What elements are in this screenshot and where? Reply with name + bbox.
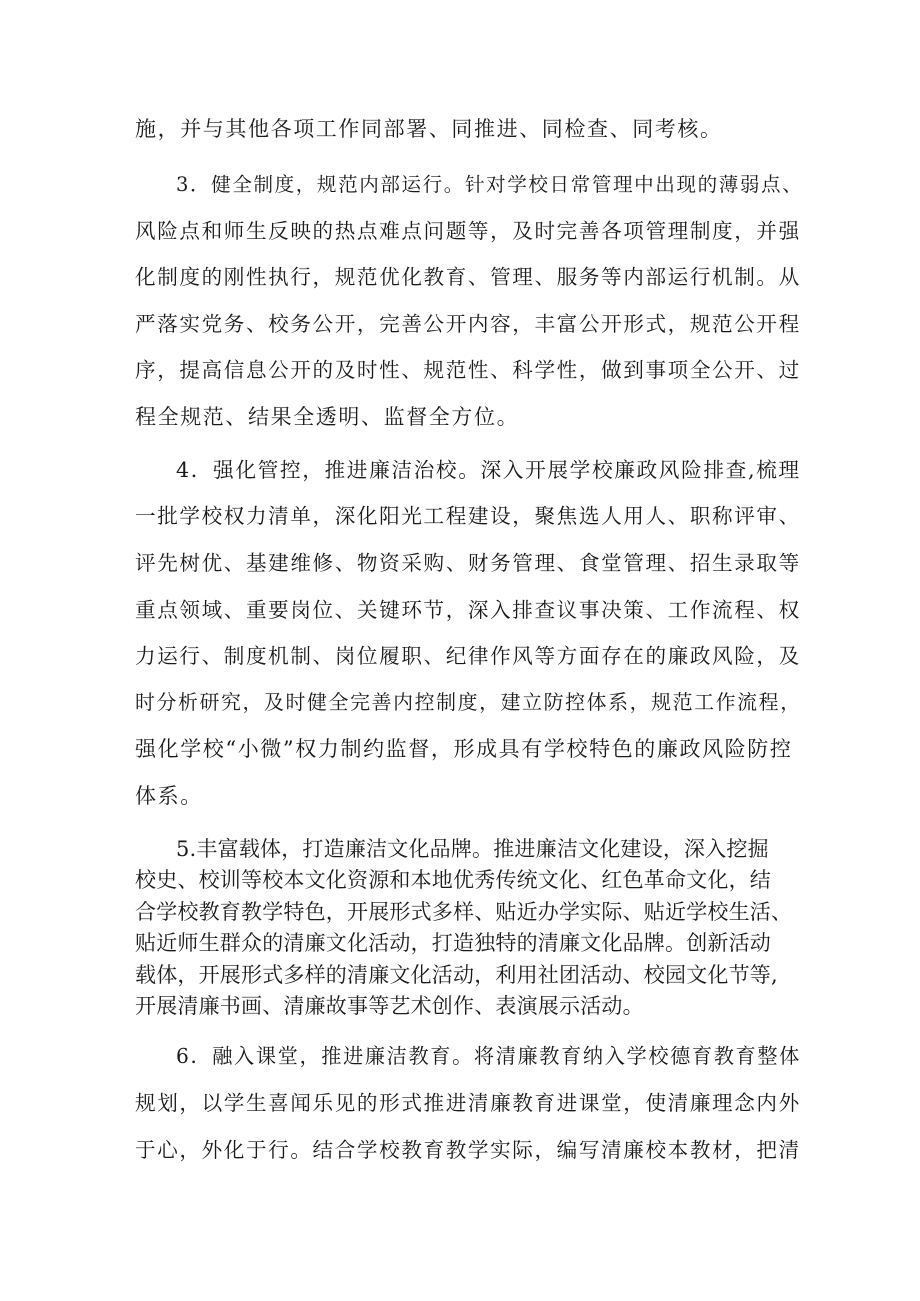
text-line: 6．融入课堂，推进廉洁教育。将清廉教育纳入学校德育教育整体 xyxy=(176,1044,801,1068)
text-line: 评先树优、基建维修、物资采购、财务管理、食堂管理、招生录取等 xyxy=(135,551,801,575)
text-line: 5.丰富载体，打造廉洁文化品牌。推进廉洁文化建设，深入挖掘 xyxy=(176,837,769,861)
text-line: 序，提高信息公开的及时性、规范性、科学性，做到事项全公开、过 xyxy=(135,358,801,382)
text-line: 开展清廉书画、清廉故事等艺术创作、表演展示活动。 xyxy=(135,994,644,1018)
text-line: 3．健全制度，规范内部运行。针对学校日常管理中出现的薄弱点、 xyxy=(176,173,804,196)
text-line: 风险点和师生反映的热点难点问题等，及时完善各项管理制度，并强 xyxy=(135,219,801,243)
text-line: 力运行、制度机制、岗位履职、纪律作风等方面存在的廉政风险，及 xyxy=(135,644,801,668)
text-line: 4．强化管控，推进廉洁治校。深入开展学校廉政风险排查,梳理 xyxy=(176,458,801,482)
text-line: 于心，外化于行。结合学校教育教学实际，编写清廉校本教材，把清 xyxy=(135,1138,801,1162)
text-line: 强化学校“小微”权力制约监督，形成具有学校特色的廉政风险防控 xyxy=(135,737,793,761)
text-line: 校史、校训等校本文化资源和本地优秀传统文化、红色革命文化，结 xyxy=(135,868,771,892)
text-line: 程全规范、结果全透明、监督全方位。 xyxy=(135,405,520,429)
text-line: 重点领域、重要岗位、关键环节，深入排查议事决策、工作流程、权 xyxy=(135,598,801,622)
text-line: 一批学校权力清单，深化阳光工程建设，聚焦选人用人、职称评审、 xyxy=(135,504,801,528)
text-line: 严落实党务、校务公开，完善公开内容，丰富公开形式，规范公开程 xyxy=(135,312,801,336)
text-line: 载体，开展形式多样的清廉文化活动，利用社团活动、校园文化节等, xyxy=(135,963,778,987)
text-line: 合学校教育教学特色，开展形式多样、贴近办学实际、贴近学校生活、 xyxy=(135,900,793,924)
text-line: 时分析研究，及时健全完善内控制度，建立防控体系，规范工作流程， xyxy=(135,691,802,714)
text-line: 规划，以学生喜闻乐见的形式推进清廉教育进课堂，使清廉理念内外 xyxy=(135,1091,801,1115)
text-line: 施，并与其他各项工作同部署、同推进、同检查、同考核。 xyxy=(135,117,723,141)
text-line: 化制度的刚性执行，规范优化教育、管理、服务等内部运行机制。从 xyxy=(135,265,801,289)
text-line: 贴近师生群众的清廉文化活动，打造独特的清廉文化品牌。创新活动 xyxy=(135,931,771,955)
text-line: 体系。 xyxy=(135,784,203,808)
